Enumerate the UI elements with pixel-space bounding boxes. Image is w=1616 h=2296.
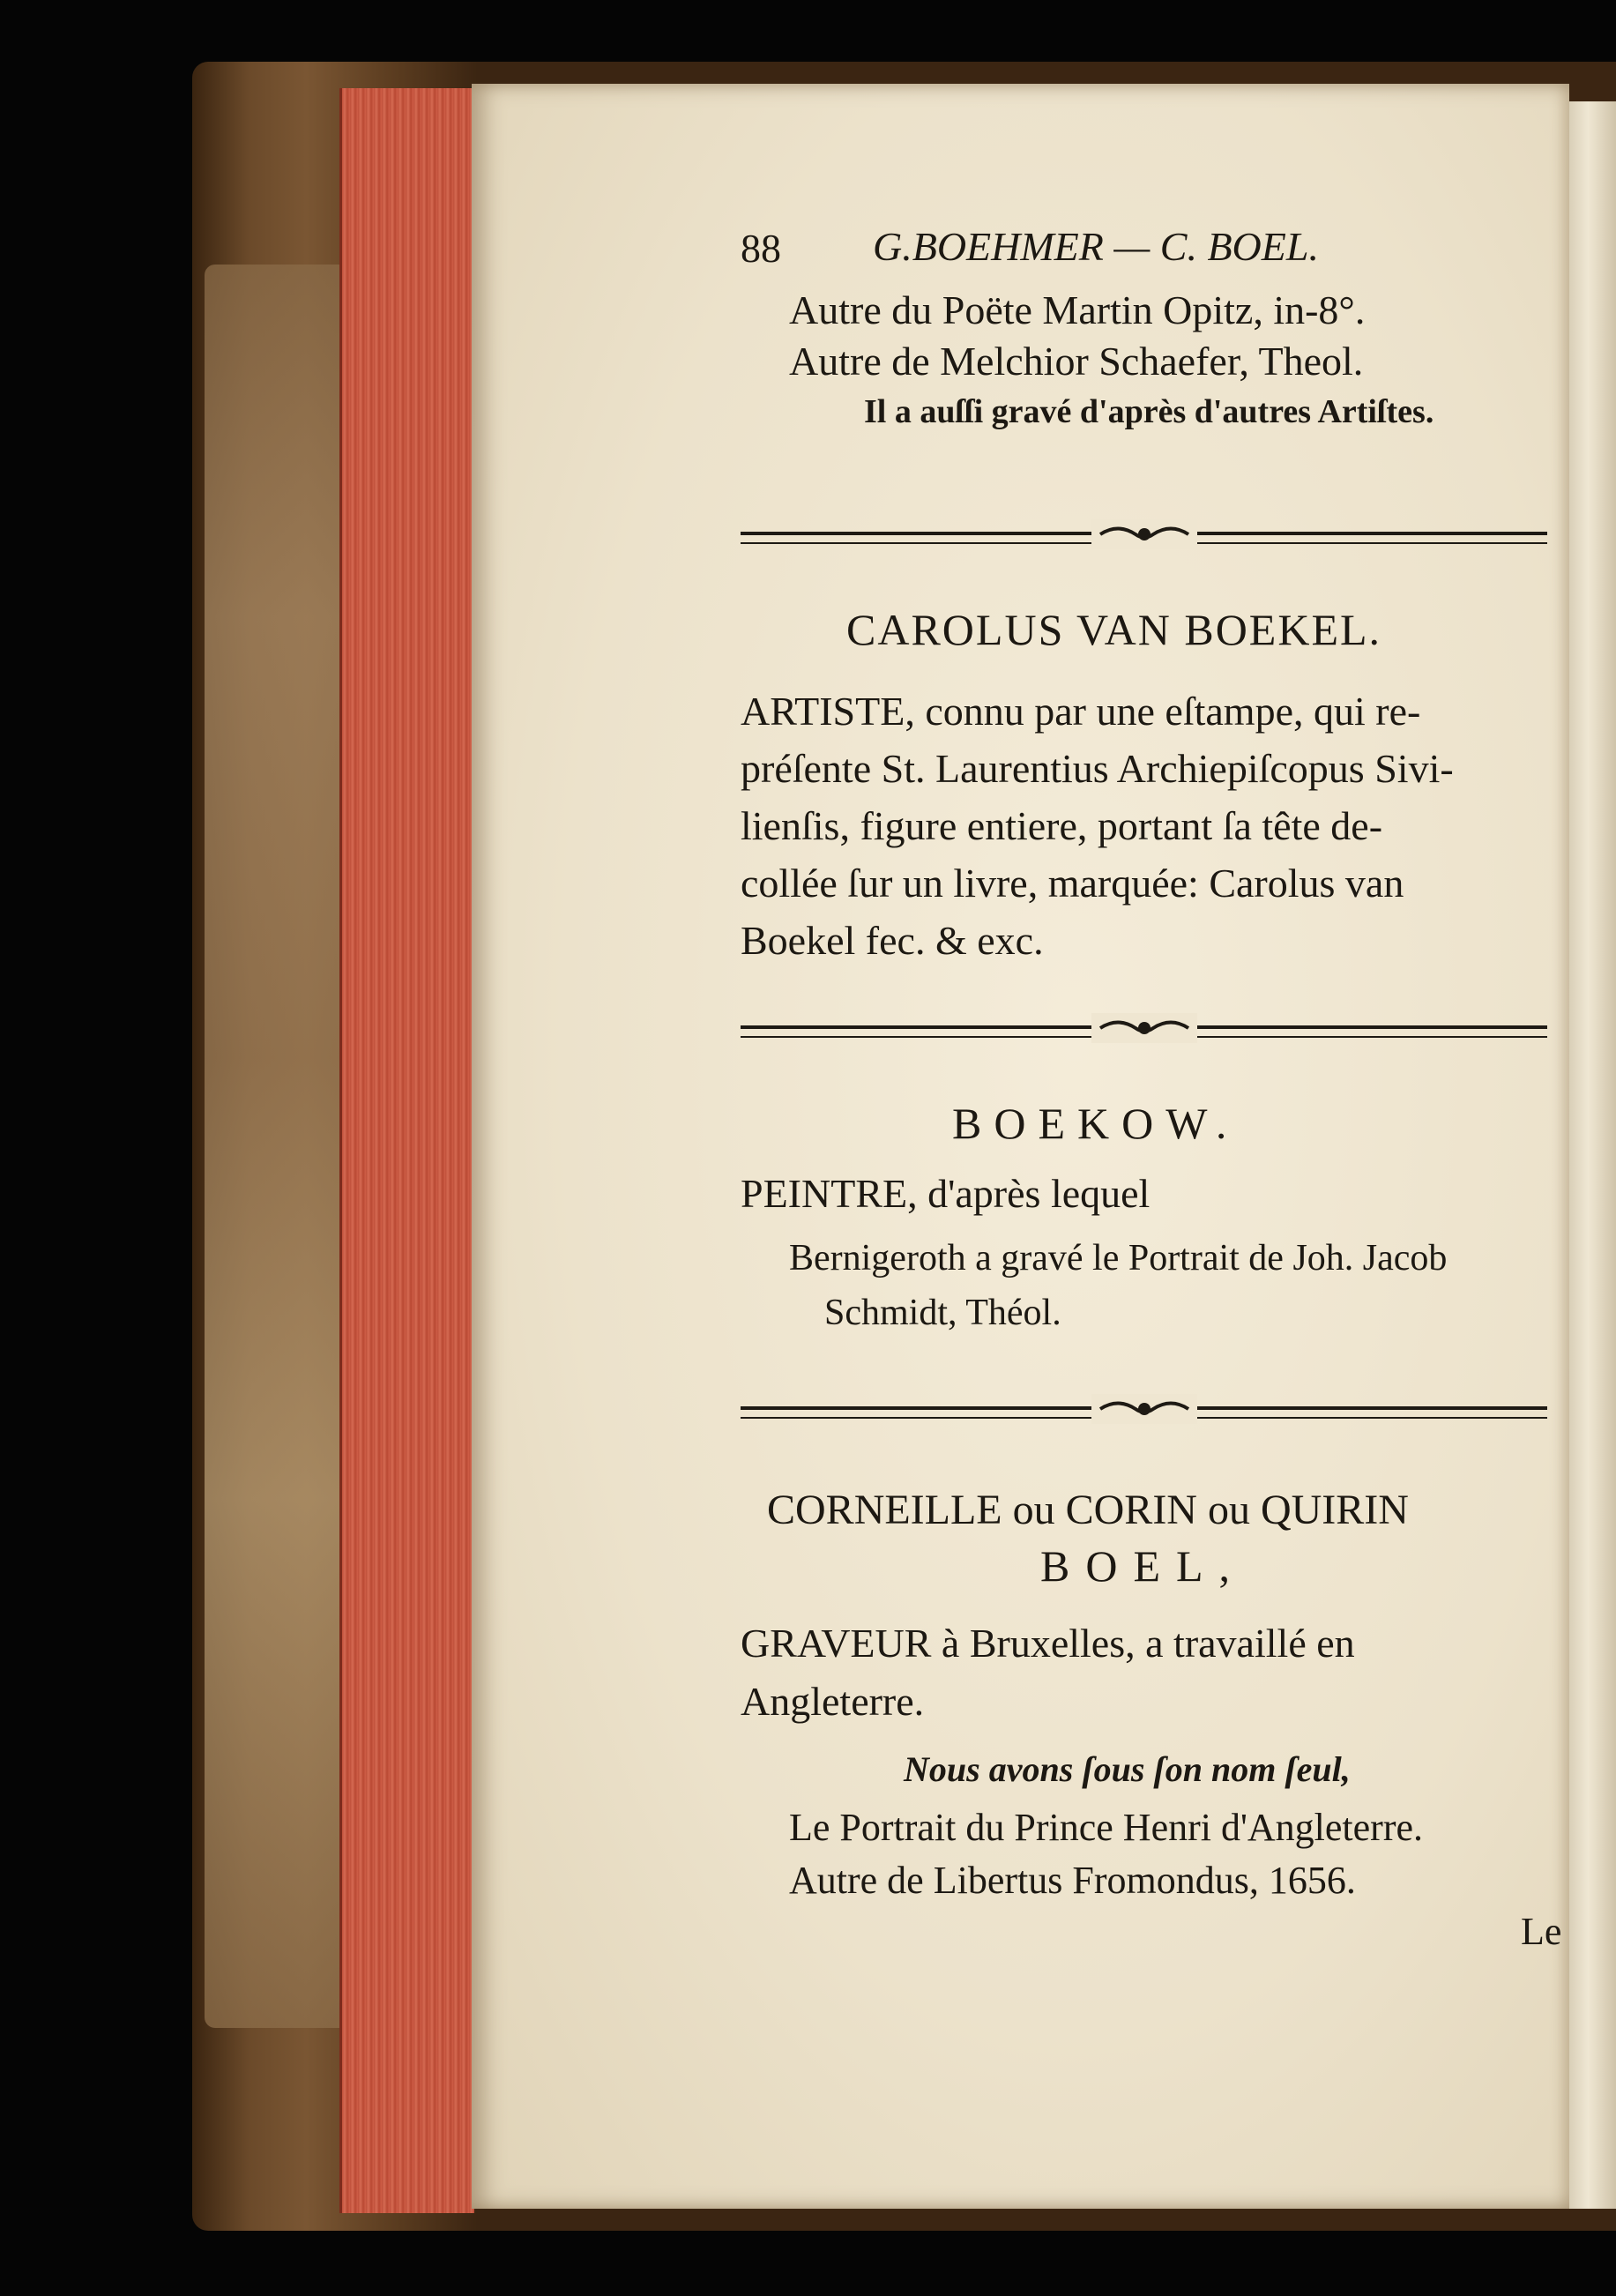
fleuron-ornament <box>1091 1013 1197 1043</box>
entry-body-line: Nous avons ſous ſon nom ſeul, <box>904 1749 1351 1789</box>
entry-body-line: Autre de Libertus Fromondus, 1656. <box>789 1859 1356 1902</box>
entry-body-line: Le Portrait du Prince Henri d'Angleterre. <box>789 1806 1424 1849</box>
fleuron-ornament <box>1091 519 1197 549</box>
entry-body-line: Boekel fec. & exc. <box>741 918 1044 963</box>
entry-heading: BOEKOW. <box>952 1099 1240 1148</box>
entry-line: Autre du Poëte Martin Opitz, in-8°. <box>789 287 1366 332</box>
ornamental-rule <box>741 1025 1547 1038</box>
entry-body-line: Angleterre. <box>741 1679 925 1724</box>
entry-body-line: ARTISTE, connu par une eſtampe, qui re- <box>741 689 1421 734</box>
book-page <box>472 84 1569 2209</box>
entry-body-line: collée ſur un livre, marquée: Carolus van <box>741 861 1404 906</box>
entry-heading: CORNEILLE ou CORIN ou QUIRIN <box>767 1487 1409 1533</box>
red-fore-edge <box>339 88 474 2213</box>
facing-page-edge <box>1569 101 1616 2209</box>
entry-body-line: préſente St. Laurentius Archiepiſcopus Sivi- <box>741 746 1454 791</box>
ornamental-rule <box>741 532 1547 544</box>
entry-body-line: GRAVEUR à Bruxelles, a travaillé en <box>741 1621 1355 1666</box>
entry-note: Il a auſſi gravé d'après d'autres Artiſtes. <box>864 393 1434 430</box>
entry-body-line: PEINTRE, d'après lequel <box>741 1171 1151 1216</box>
entry-body-line: Bernigeroth a gravé le Portrait de Joh. Jacob <box>789 1238 1448 1278</box>
catchword: Le <box>1521 1910 1562 1953</box>
page-number: 88 <box>741 226 781 271</box>
running-title: G.BOEHMER — C. BOEL. <box>873 224 1319 269</box>
ornamental-rule <box>741 1406 1547 1419</box>
entry-body-line: lienſis, figure entiere, portant ſa tête de- <box>741 803 1383 848</box>
entry-line: Autre de Melchior Schaefer, Theol. <box>789 339 1364 384</box>
entry-heading: CAROLUS VAN BOEKEL. <box>846 605 1382 654</box>
entry-heading-name: BOEL, <box>1040 1541 1247 1591</box>
entry-body-line: Schmidt, Théol. <box>824 1293 1061 1333</box>
fleuron-ornament <box>1091 1394 1197 1424</box>
